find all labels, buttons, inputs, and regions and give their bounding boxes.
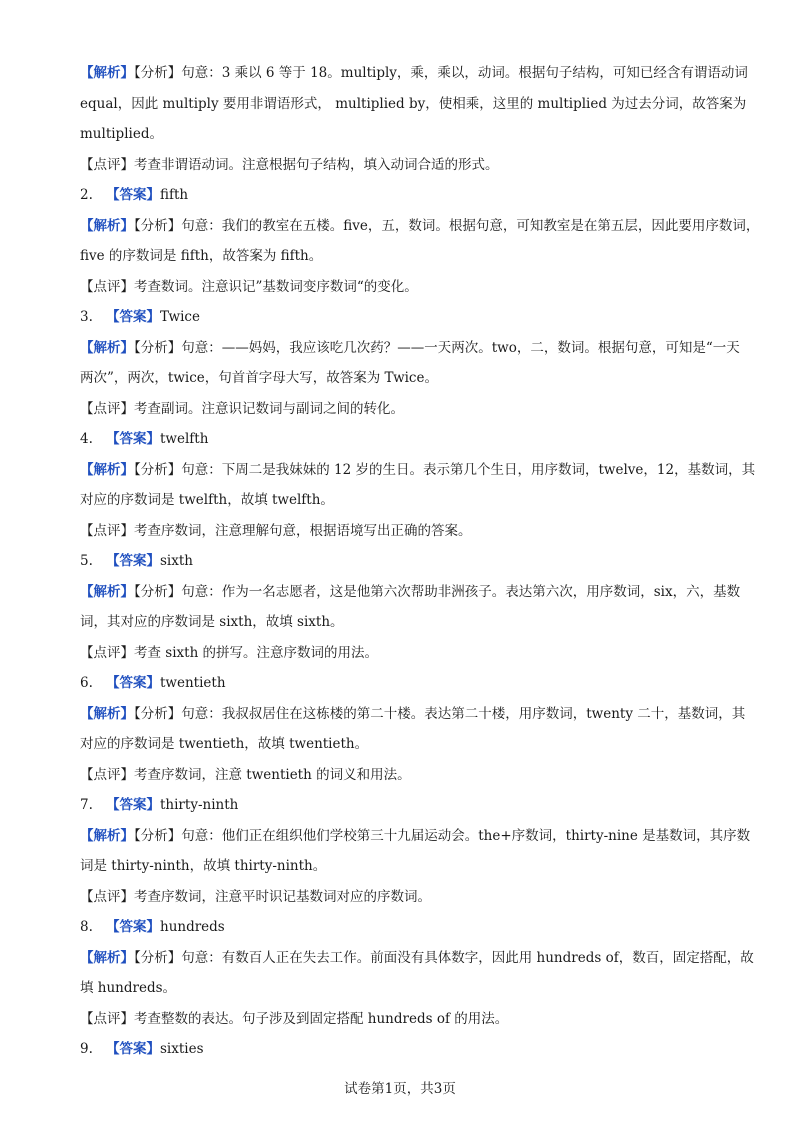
analysis-line: 词是 thirty-ninth，故填 thirty-ninth。 bbox=[80, 858, 327, 874]
analysis-subtag: 【分析】 bbox=[134, 705, 182, 722]
answer-tag: 【答案】 bbox=[106, 919, 160, 935]
answer-line bbox=[80, 424, 726, 455]
page-footer: 试卷第1页，共3页 bbox=[344, 1081, 456, 1097]
analysis-line bbox=[80, 333, 740, 364]
analysis-line bbox=[80, 821, 751, 852]
answer-tag: 【答案】 bbox=[106, 553, 160, 569]
intro-analysis-line: multiplied。 bbox=[80, 126, 163, 142]
review-text: 考查非谓语动词。注意根据句子结构，填入动词合适的形式。 bbox=[134, 156, 499, 173]
review-text: 考查数词。注意识记”基数词变序数词“的变化。 bbox=[134, 278, 418, 295]
analysis-text: 句意：我们的教室在五楼。five，五，数词。根据句意，可知教室是在第五层，因此要用序数词， bbox=[181, 217, 760, 234]
item-number: 8. bbox=[80, 919, 93, 935]
answer-text: twentieth bbox=[160, 675, 226, 691]
answer-line bbox=[80, 302, 726, 333]
review-tag: 【点评】 bbox=[80, 400, 134, 417]
answer-text: sixth bbox=[160, 553, 193, 569]
analysis-subtag: 【分析】 bbox=[134, 583, 182, 600]
analysis-subtag: 【分析】 bbox=[134, 949, 182, 966]
answer-line bbox=[80, 668, 726, 699]
analysis-line bbox=[80, 211, 760, 242]
answer-tag: 【答案】 bbox=[106, 675, 160, 691]
analysis-tag: 【解析】 bbox=[80, 217, 134, 234]
answer-line bbox=[80, 546, 726, 577]
intro-review-line bbox=[80, 150, 726, 181]
review-line bbox=[80, 760, 726, 791]
analysis-line: 对应的序数词是 twelfth，故填 twelfth。 bbox=[80, 492, 334, 508]
review-tag: 【点评】 bbox=[80, 888, 134, 905]
analysis-tag: 【解析】 bbox=[80, 949, 134, 966]
review-line bbox=[80, 394, 726, 425]
document-body bbox=[80, 58, 760, 1065]
review-tag: 【点评】 bbox=[80, 156, 134, 173]
review-text: 考查序数词，注意 twentieth 的词义和用法。 bbox=[134, 766, 411, 783]
review-text: 考查序数词，注意平时识记基数词对应的序数词。 bbox=[134, 888, 431, 905]
answer-text: Twice bbox=[160, 309, 200, 325]
answer-line bbox=[80, 1034, 726, 1065]
answer-text: hundreds bbox=[160, 919, 225, 935]
analysis-text: 句意：作为一名志愿者，这是他第六次帮助非洲孩子。表达第六次，用序数词，six，六，基数 bbox=[181, 583, 741, 600]
answer-tag: 【答案】 bbox=[106, 431, 160, 447]
analysis-tag: 【解析】 bbox=[80, 65, 134, 81]
review-tag: 【点评】 bbox=[80, 766, 134, 783]
analysis-text: 句意：他们正在组织他们学校第三十九届运动会。the+序数词，thirty-nine 是基数词，其序数 bbox=[181, 827, 751, 844]
review-tag: 【点评】 bbox=[80, 278, 134, 295]
review-tag: 【点评】 bbox=[80, 644, 134, 661]
answer-line bbox=[80, 790, 726, 821]
analysis-line bbox=[80, 577, 741, 608]
review-text: 考查 sixth 的拼写。注意序数词的用法。 bbox=[134, 644, 379, 661]
analysis-text: 句意：下周二是我妹妹的 12 岁的生日。表示第几个生日，用序数词，twelve，12，基数词，其 bbox=[181, 461, 756, 478]
item-number: 4. bbox=[80, 431, 93, 447]
item-number: 6. bbox=[80, 675, 93, 691]
answer-text: twelfth bbox=[160, 431, 209, 447]
review-text: 考查序数词，注意理解句意，根据语境写出正确的答案。 bbox=[134, 522, 472, 539]
answer-tag: 【答案】 bbox=[106, 309, 160, 325]
analysis-line bbox=[80, 455, 756, 486]
answer-text: thirty-ninth bbox=[160, 797, 239, 813]
review-line bbox=[80, 1004, 726, 1035]
review-line bbox=[80, 516, 726, 547]
answer-tag: 【答案】 bbox=[106, 797, 160, 813]
review-line bbox=[80, 882, 726, 913]
analysis-line bbox=[80, 699, 746, 730]
analysis-tag: 【解析】 bbox=[80, 583, 134, 600]
answer-line bbox=[80, 180, 726, 211]
review-tag: 【点评】 bbox=[80, 1010, 134, 1027]
analysis-text: 句意：——妈妈，我应该吃几次药？——一天两次。two，二，数词。根据句意，可知是“一天 bbox=[181, 339, 740, 356]
analysis-tag: 【解析】 bbox=[80, 339, 134, 356]
review-text: 考查副词。注意识记数词与副词之间的转化。 bbox=[134, 400, 404, 417]
intro-analysis-line bbox=[80, 58, 748, 89]
intro-analysis-line: equal，因此 multiply 要用非谓语形式， multiplied by，使相乘，这里的 multiplied 为过去分词，故答案为 bbox=[80, 95, 747, 112]
answer-line bbox=[80, 912, 726, 943]
analysis-line bbox=[80, 943, 754, 974]
answer-tag: 【答案】 bbox=[106, 187, 160, 203]
review-line bbox=[80, 638, 726, 669]
review-line bbox=[80, 272, 726, 303]
answer-text: sixties bbox=[160, 1041, 204, 1057]
analysis-text: 句意：3 乘以 6 等于 18。multiply，乘，乘以，动词。根据句子结构，可知已经含有谓语动词 bbox=[181, 65, 748, 81]
analysis-tag: 【解析】 bbox=[80, 705, 134, 722]
analysis-line: 对应的序数词是 twentieth，故填 twentieth。 bbox=[80, 736, 369, 752]
analysis-tag: 【解析】 bbox=[80, 461, 134, 478]
analysis-tag: 【解析】 bbox=[80, 827, 134, 844]
item-number: 9. bbox=[80, 1041, 93, 1057]
item-number: 3. bbox=[80, 309, 93, 325]
analysis-subtag: 【分析】 bbox=[134, 461, 182, 478]
answer-tag: 【答案】 bbox=[106, 1041, 160, 1057]
analysis-subtag: 【分析】 bbox=[134, 217, 182, 234]
analysis-subtag: 【分析】 bbox=[134, 339, 182, 356]
answer-text: fifth bbox=[160, 187, 189, 203]
analysis-line: 词，其对应的序数词是 sixth，故填 sixth。 bbox=[80, 614, 344, 630]
analysis-line: 填 hundreds。 bbox=[80, 980, 177, 996]
analysis-subtag: 【分析】 bbox=[134, 65, 182, 81]
analysis-subtag: 【分析】 bbox=[134, 827, 182, 844]
analysis-text: 句意：我叔叔居住在这栋楼的第二十楼。表达第二十楼，用序数词，twenty 二十，基数词，其 bbox=[181, 705, 746, 722]
analysis-line: 两次”，两次，twice，句首首字母大写，故答案为 Twice。 bbox=[80, 370, 438, 386]
analysis-line: five 的序数词是 fifth，故答案为 fifth。 bbox=[80, 248, 323, 264]
review-text: 考查整数的表达。句子涉及到固定搭配 hundreds of 的用法。 bbox=[134, 1010, 509, 1027]
item-number: 2. bbox=[80, 187, 93, 203]
analysis-text: 句意：有数百人正在失去工作。前面没有具体数字，因此用 hundreds of，数百，固定搭配，故 bbox=[181, 949, 754, 966]
item-number: 7. bbox=[80, 797, 93, 813]
item-number: 5. bbox=[80, 553, 93, 569]
review-tag: 【点评】 bbox=[80, 522, 134, 539]
